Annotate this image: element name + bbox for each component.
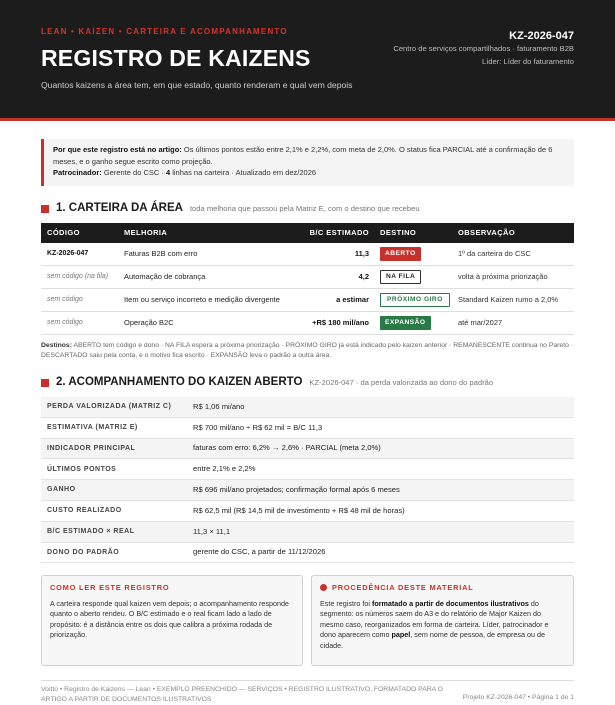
col-header-bc: B/C ESTIMADO: [309, 227, 369, 237]
legend-label: Destinos:: [41, 342, 72, 349]
row-improvement: Item ou serviço incorreto e medição divergente: [124, 294, 280, 304]
table-row: [41, 266, 574, 289]
callout-lead: [53, 144, 565, 167]
destinations-legend: [41, 341, 574, 361]
tracking-label: B/C ESTIMADO × REAL: [47, 527, 135, 535]
col-header-destination: DESTINO: [380, 227, 417, 237]
callout-lines-count: 4: [165, 168, 171, 178]
section-1-heading: [41, 201, 420, 217]
status-badge: ABERTO: [380, 247, 421, 262]
row-destination: [371, 247, 450, 262]
table-row: [41, 312, 574, 335]
tracking-row: [41, 439, 574, 460]
provenance-title: PROCEDÊNCIA DESTE MATERIAL: [332, 583, 474, 592]
tracking-value: faturas com erro: 6,2% → 2,6% · PARCIAL (meta 2,0%): [193, 443, 381, 453]
row-code: sem código: [47, 319, 83, 327]
callout-lead-label: Por que este registro está no artigo:: [53, 145, 182, 154]
how-to-read-title: COMO LER ESTE REGISTRO: [50, 583, 170, 592]
tracking-row: [41, 418, 574, 439]
legend-text: ABERTO tem código e dono · NA FILA espera a próxima priorização · PRÓXIMO GIRO já está indicado pelo kaizen anterior · REMANESCENTE continua no Pareto · DESCARTADO saiu pela conta, e o motivo fica escrito · EXPANSÃO leva o padrão a outra área.: [41, 342, 574, 360]
tracking-value: entre 2,1% e 2,2%: [193, 464, 256, 474]
tracking-table: [41, 397, 574, 563]
tracking-row: [41, 543, 574, 564]
row-note: volta à próxima priorização: [458, 271, 548, 281]
col-header-note: OBSERVAÇÃO: [458, 227, 516, 237]
document-code: KZ-2026-047: [509, 30, 574, 42]
context-callout: [41, 139, 574, 186]
callout-lines-text: linhas na carteira · Atualizado em dez/2026: [170, 168, 317, 178]
col-header-code: CÓDIGO: [47, 227, 80, 237]
footer-text: Voitto • Registro de Kaizens — Lean • EXEMPLO PREENCHIDO — SERVIÇOS • REGISTRO ILUSTRATIVO, FORMATADO PARA O ARTIGO A PARTIR DE DOCUMENTOS ILUSTRATIVOS: [41, 686, 443, 703]
table-row: [41, 243, 574, 266]
tracking-label: INDICADOR PRINCIPAL: [47, 444, 136, 452]
row-improvement: Operação B2C: [124, 317, 174, 327]
header-accent-line: [0, 118, 615, 121]
header-meta-leader: Líder: Líder do faturamento: [481, 57, 574, 66]
section-2-subtitle: KZ-2026-047 · da perda valorizada ao dono do padrão: [309, 378, 494, 387]
section-2-heading: [41, 375, 493, 391]
tracking-row: [41, 397, 574, 418]
how-to-read-text: A carteira responde qual kaizen vem depois; o acompanhamento responde quanto o aberto rendeu. O B/C estimado e o real ficam lado a lado de propósito: é a distância entre os dois que calibra a próxima rodada de priorização.: [50, 598, 289, 640]
row-note: Standard Kaizen rumo a 2,0%: [458, 294, 559, 304]
tracking-value: R$ 700 mil/ano ÷ R$ 62 mil = B/C 11,3: [193, 422, 323, 432]
row-destination: [371, 293, 450, 308]
tracking-row: [41, 522, 574, 543]
header-kicker: LEAN • KAIZEN • CARTEIRA E ACOMPANHAMENTO: [41, 27, 288, 36]
header-meta-unit: Centro de serviços compartilhados · faturamento B2B: [393, 44, 574, 53]
section-marker-icon: [41, 379, 49, 387]
provenance-text-b: formatado a partir de documentos ilustrativos: [371, 598, 529, 608]
row-code: KZ-2026-047: [47, 250, 89, 258]
footer-divider: [41, 680, 574, 681]
tracking-label: CUSTO REALIZADO: [47, 507, 122, 515]
tracking-row: [41, 459, 574, 480]
record-dot-icon: [320, 584, 327, 591]
row-code: sem código (na fila): [47, 273, 109, 281]
provenance-text-a: Este registro foi: [320, 598, 372, 608]
provenance-heading: [320, 583, 565, 593]
portfolio-table: [41, 223, 574, 335]
callout-lead-text: Os últimos pontos estão entre 2,1% e 2,2%, com meta de 2,0%. O status fica PARCIAL até a confirmação de 6 meses, e o ganho segue escrito como projeção.: [53, 145, 553, 166]
provenance-text-c: do segmento: os números saem do A3 e do relatório de Major Kaizen do mesmo caso, reorganizados em forma de carteira. Líder, patrocinador e dono aparecem como: [320, 598, 549, 640]
tracking-label: ÚLTIMOS PONTOS: [47, 465, 117, 473]
tracking-label: PERDA VALORIZADA (MATRIZ C): [47, 403, 172, 411]
row-bc: +R$ 180 mil/ano: [312, 317, 369, 327]
tracking-row: [41, 480, 574, 501]
tracking-value: R$ 62,5 mil (R$ 14,5 mil de investimento + R$ 48 mil de horas): [193, 505, 405, 515]
table-row: [41, 289, 574, 312]
callout-sponsor-label: Patrocinador:: [53, 168, 102, 178]
section-2-title: 2. ACOMPANHAMENTO DO KAIZEN ABERTO: [56, 376, 303, 388]
status-badge: EXPANSÃO: [380, 316, 431, 331]
callout-sponsor-text: Gerente do CSC ·: [101, 168, 166, 178]
callout-sponsor: [53, 167, 565, 179]
tracking-value: gerente do CSC, a partir de 11/12/2026: [193, 547, 326, 557]
row-improvement: Automação de cobrança: [124, 271, 206, 281]
row-destination: [371, 270, 450, 285]
portfolio-table-header: [41, 223, 574, 243]
page-subtitle: Quantos kaizens a área tem, em que estado, quanto renderam e qual vem depois: [41, 80, 353, 90]
page-number: Projeto KZ-2026-047 • Página 1 de 1: [462, 694, 574, 701]
how-to-read-box: [41, 575, 303, 666]
row-bc: a estimar: [336, 294, 369, 304]
provenance-text-e: , sem nome de pessoa, de empresa ou de cidade.: [320, 630, 545, 650]
status-badge: NA FILA: [380, 270, 421, 285]
row-bc: 11,3: [354, 248, 369, 258]
provenance-text: [320, 599, 565, 651]
tracking-label: GANHO: [47, 486, 76, 494]
page-title: REGISTRO DE KAIZENS: [41, 45, 311, 71]
provenance-text-d: papel: [391, 630, 411, 640]
section-marker-icon: [41, 205, 49, 213]
row-code: sem código: [47, 296, 83, 304]
provenance-box: [311, 575, 574, 666]
row-note: 1º da carteira do CSC: [458, 248, 531, 258]
tracking-label: DONO DO PADRÃO: [47, 548, 120, 556]
row-note: até mar/2027: [458, 317, 503, 327]
col-header-improvement: MELHORIA: [124, 227, 168, 237]
row-bc: 4,2: [358, 271, 369, 281]
section-1-title: 1. CARTEIRA DA ÁREA: [56, 202, 183, 214]
row-improvement: Faturas B2B com erro: [124, 248, 198, 258]
status-badge: PRÓXIMO GIRO: [380, 293, 450, 308]
row-destination: [371, 316, 450, 331]
tracking-value: R$ 696 mil/ano projetados; confirmação formal após 6 meses: [193, 484, 400, 494]
section-1-subtitle: toda melhoria que passou pela Matriz E, com o destino que recebeu: [189, 204, 420, 213]
tracking-row: [41, 501, 574, 522]
tracking-label: ESTIMATIVA (MATRIZ E): [47, 423, 138, 431]
tracking-value: 11,3 × 11,1: [193, 526, 231, 536]
tracking-value: R$ 1,06 mi/ano: [193, 401, 245, 411]
